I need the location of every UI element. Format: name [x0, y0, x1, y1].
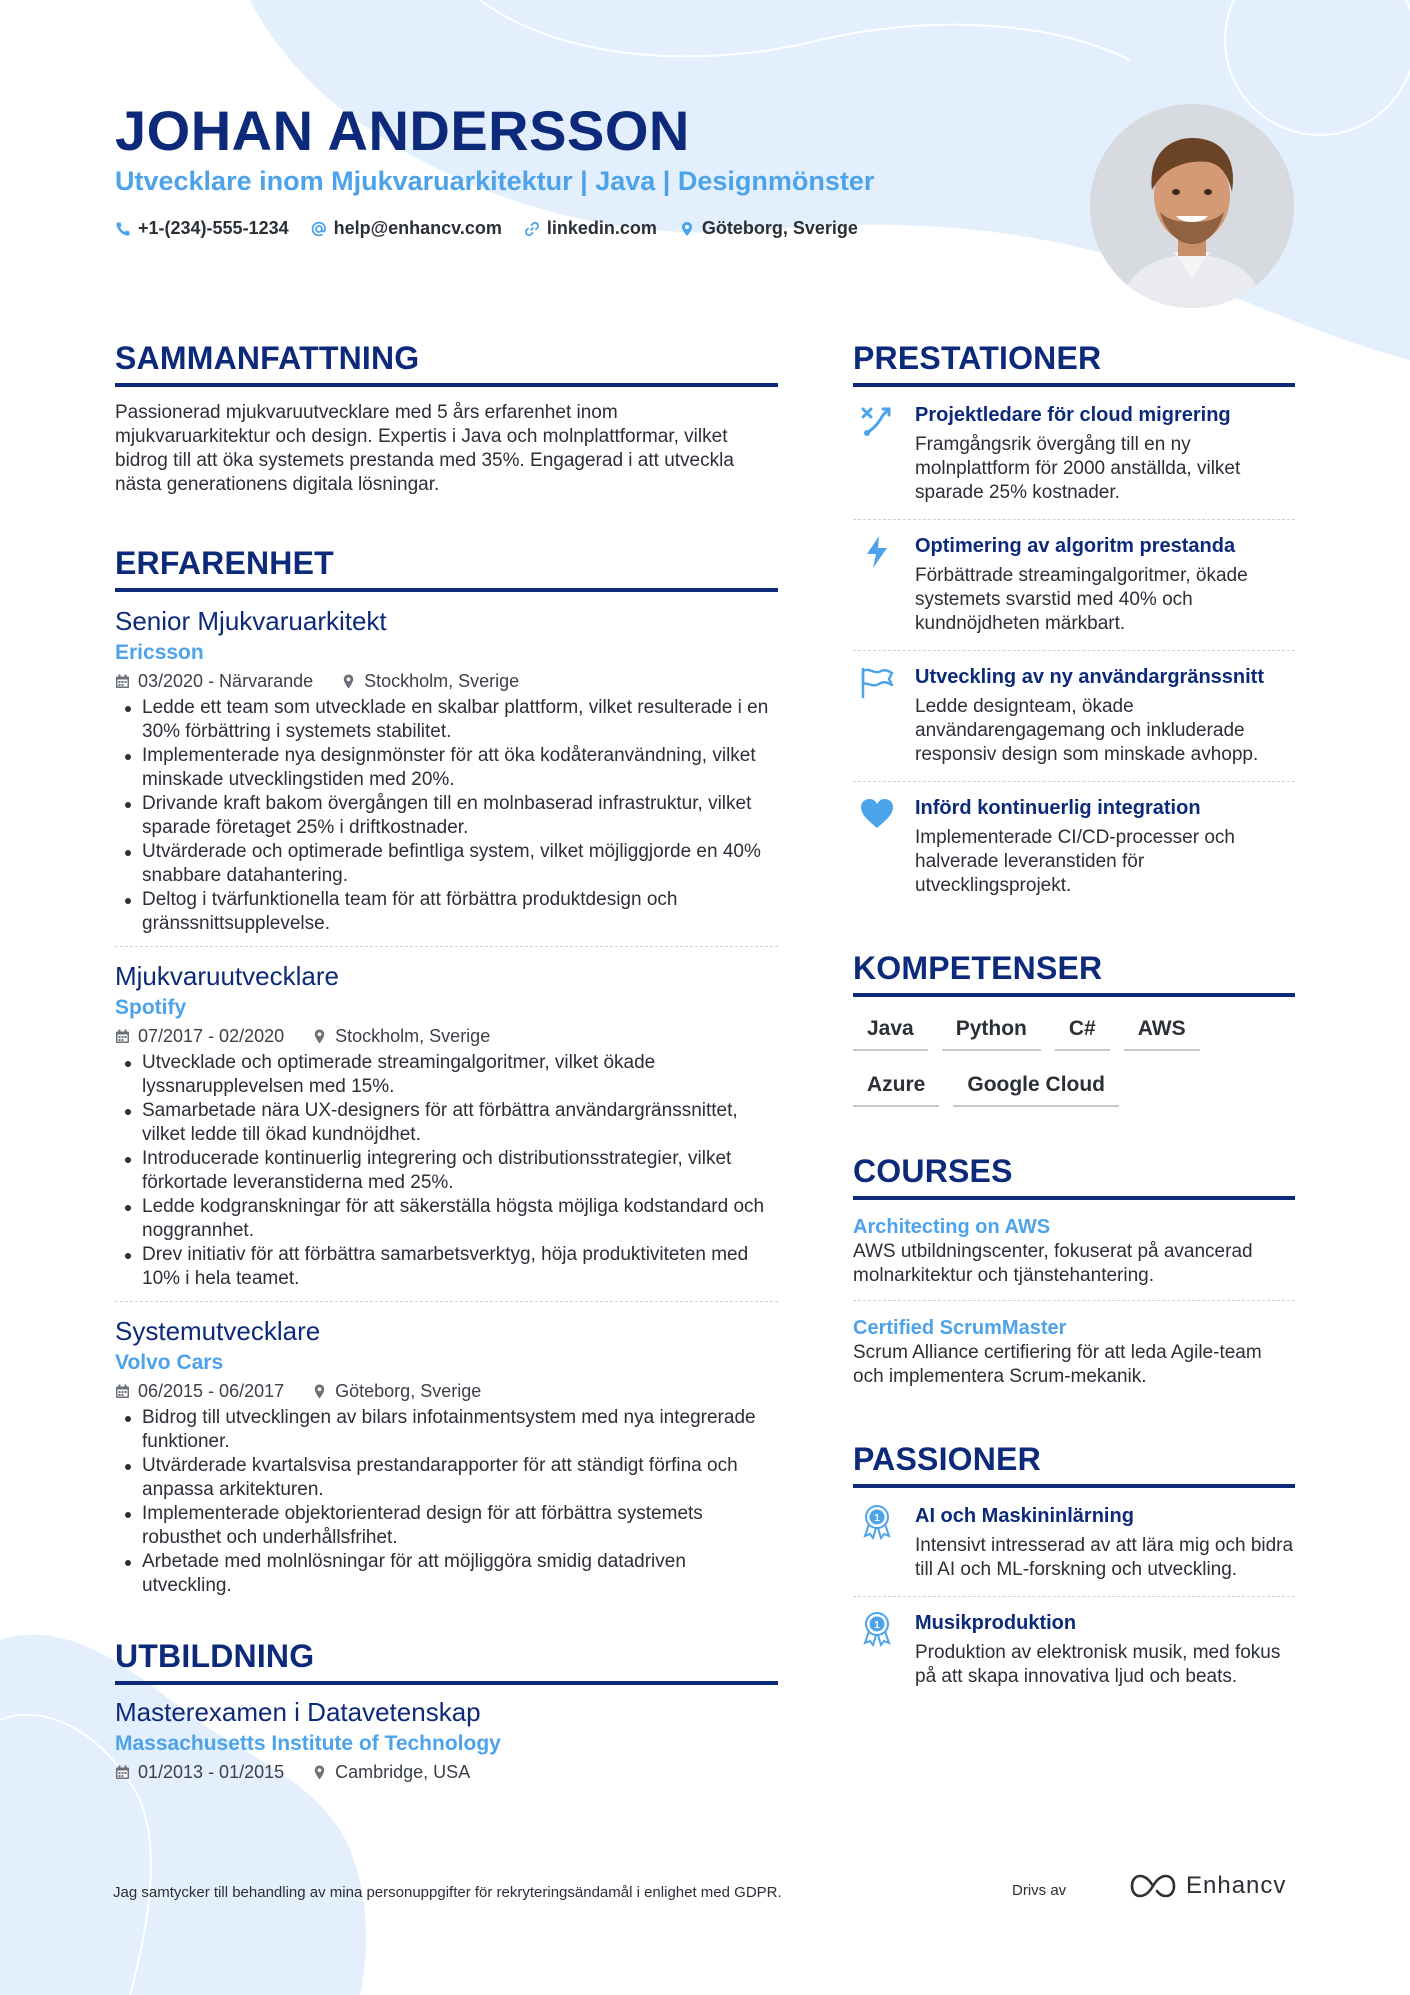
education-dates: 01/2013 - 01/2015: [138, 1762, 285, 1782]
location-pin-icon: [312, 1029, 327, 1044]
award-icon: [859, 1611, 895, 1647]
education-section: [115, 1638, 778, 1785]
brand-name: Enhancv: [1186, 1872, 1287, 1899]
achievement-item: [853, 781, 1295, 912]
courses-title: COURSES: [853, 1153, 1295, 1200]
passion-item: [853, 1490, 1295, 1596]
rocket-icon: [859, 403, 895, 439]
location-pin-icon: [341, 674, 356, 689]
contact-linkedin[interactable]: [524, 218, 657, 239]
courses-section: [853, 1153, 1295, 1401]
skill-tag: Python: [942, 1011, 1041, 1051]
company-name: Volvo Cars: [115, 1351, 224, 1374]
job-bullet: Ledde ett team som utvecklade en skalbar plattform, vilket resulterade i en 30% förbättring i systemets stabilitet.: [115, 696, 778, 744]
job-dates: 03/2020 - Närvarande: [138, 671, 314, 691]
job-location: Stockholm, Sverige: [364, 671, 520, 691]
passion-title: AI och Maskininlärning: [915, 1505, 1134, 1527]
left-column: [115, 340, 778, 1785]
profile-photo: [1090, 104, 1294, 308]
job-meta: [115, 668, 778, 694]
location-pin-icon: [312, 1384, 327, 1399]
phone-icon: [115, 221, 131, 237]
experience-entry: [115, 946, 778, 1301]
flag-icon: [859, 665, 895, 701]
achievement-description: Framgångsrik övergång till en ny molnplattform för 2000 anställda, vilket sparade 25% kostnader.: [915, 434, 1241, 503]
brand-logo[interactable]: [1130, 1872, 1286, 1900]
job-bullets: [115, 1051, 778, 1291]
job-bullet: Deltog i tvärfunktionella team för att förbättra produktdesign och gränssnittsupplevelse.: [115, 888, 778, 936]
heart-icon: [859, 796, 895, 832]
achievement-title: Projektledare för cloud migrering: [915, 404, 1231, 426]
contact-phone[interactable]: [115, 218, 289, 239]
job-title: Systemutvecklare: [115, 1316, 321, 1346]
calendar-icon: [115, 1384, 130, 1399]
contact-location: [679, 218, 858, 239]
contact-bar: [115, 218, 858, 239]
calendar-icon: [115, 674, 130, 689]
school-name: Massachusetts Institute of Technology: [115, 1732, 501, 1755]
link-icon: [524, 221, 540, 237]
job-meta: [115, 1378, 778, 1404]
linkedin-text: linkedin.com: [546, 218, 657, 238]
at-icon: [311, 221, 327, 237]
skill-tag: Google Cloud: [953, 1067, 1119, 1107]
passion-description: Intensivt intresserad av att lära mig och bidra till AI och ML-forskning och utveckling.: [915, 1535, 1294, 1580]
course-description: Scrum Alliance certifiering för att leda Agile-team och implementera Scrum-mekanik.: [853, 1342, 1262, 1387]
job-meta: [115, 1023, 778, 1049]
phone-text: +1-(234)-555-1234: [138, 218, 289, 238]
skills-section: [853, 950, 1295, 1107]
company-name: Spotify: [115, 996, 187, 1019]
job-dates: 07/2017 - 02/2020: [138, 1026, 285, 1046]
right-column: [853, 340, 1295, 1703]
svg-text:1: 1: [874, 1513, 880, 1524]
job-bullet: Bidrog till utvecklingen av bilars infotainmentsystem med nya integrerade funktioner.: [115, 1406, 778, 1454]
passions-title: PASSIONER: [853, 1441, 1295, 1488]
calendar-icon: [115, 1765, 130, 1780]
achievement-item: [853, 389, 1295, 519]
passion-title: Musikproduktion: [915, 1612, 1077, 1634]
lightning-icon: [859, 534, 895, 570]
calendar-icon: [115, 1029, 130, 1044]
education-location: Cambridge, USA: [335, 1762, 471, 1782]
powered-by-label: Drivs av: [1012, 1882, 1067, 1899]
job-title: Senior Mjukvaruarkitekt: [115, 606, 387, 636]
location-pin-icon: [312, 1765, 327, 1780]
candidate-name: JOHAN ANDERSSON: [115, 99, 690, 162]
experience-title: ERFARENHET: [115, 545, 778, 592]
course-title: Certified ScrumMaster: [853, 1317, 1067, 1339]
achievement-title: Införd kontinuerlig integration: [915, 797, 1201, 819]
job-bullet: Utvärderade och optimerade befintliga system, vilket möjliggjorde en 40% snabbare datahantering.: [115, 840, 778, 888]
job-title: Mjukvaruutvecklare: [115, 961, 339, 991]
job-location: Stockholm, Sverige: [335, 1026, 491, 1046]
experience-entry: [115, 1301, 778, 1608]
experience-entry: [115, 604, 778, 946]
achievements-title: PRESTATIONER: [853, 340, 1295, 387]
location-pin-icon: [679, 221, 695, 237]
summary-section: [115, 340, 778, 497]
award-icon: [859, 1504, 895, 1540]
job-bullet: Utvärderade kvartalsvisa prestandarapporter för att ständigt förfina och anpassa arkitekturen.: [115, 1454, 778, 1502]
summary-text: Passionerad mjukvaruutvecklare med 5 års erfarenhet inom mjukvaruarkitektur och design. Expertis i Java och molnplattformar, vilket bidrog till att öka systemets prestanda med 35%. Engagerad i att utveckla nästa generationens digitala lösningar.: [115, 402, 734, 495]
passions-section: [853, 1441, 1295, 1703]
job-location: Göteborg, Sverige: [335, 1381, 482, 1401]
location-text: Göteborg, Sverige: [701, 218, 858, 238]
job-bullet: Drev initiativ för att förbättra samarbetsverktyg, höja produktiviteten med 10% i hela teamet.: [115, 1243, 778, 1291]
gdpr-consent: Jag samtycker till behandling av mina personuppgifter för rekryteringsändamål i enlighet med GDPR.: [113, 1884, 782, 1901]
job-bullet: Samarbetade nära UX-designers för att förbättra användargränssnittet, vilket ledde till ökad kundnöjdhet.: [115, 1099, 778, 1147]
achievement-description: Implementerade CI/CD-processer och halverade leveranstiden för utvecklingsprojekt.: [915, 827, 1235, 896]
achievement-item: [853, 519, 1295, 650]
skill-tag: Java: [853, 1011, 928, 1051]
svg-text:1: 1: [874, 1620, 880, 1631]
skill-tag: AWS: [1124, 1011, 1200, 1051]
passion-description: Produktion av elektronisk musik, med fokus på att skapa innovativa ljud och beats.: [915, 1642, 1281, 1687]
education-meta: [115, 1759, 778, 1785]
job-bullets: [115, 1406, 778, 1598]
passion-item: [853, 1596, 1295, 1703]
course-item: [853, 1206, 1295, 1300]
skill-tag: Azure: [853, 1067, 939, 1107]
achievement-item: [853, 650, 1295, 781]
job-bullet: Drivande kraft bakom övergången till en molnbaserad infrastruktur, vilket sparade företaget 25% i driftkostnader.: [115, 792, 778, 840]
job-bullet: Ledde kodgranskningar för att säkerställa högsta möjliga kodstandard och noggrannhet.: [115, 1195, 778, 1243]
course-item: [853, 1300, 1295, 1401]
education-title: UTBILDNING: [115, 1638, 778, 1685]
job-bullet: Utvecklade och optimerade streamingalgoritmer, vilket ökade lyssnarupplevelsen med 15%.: [115, 1051, 778, 1099]
achievement-title: Utveckling av ny användargränssnitt: [915, 666, 1265, 688]
achievement-description: Förbättrade streamingalgoritmer, ökade systemets svarstid med 40% och kundnöjdheten märkbart.: [915, 565, 1248, 634]
course-title: Architecting on AWS: [853, 1216, 1051, 1238]
achievement-description: Ledde designteam, ökade användarengagemang och inkluderade responsiv design som minskade avhopp.: [915, 696, 1259, 765]
job-bullets: [115, 696, 778, 936]
email-text: help@enhancv.com: [333, 218, 502, 238]
experience-section: [115, 545, 778, 1608]
skill-tag: C#: [1055, 1011, 1110, 1051]
enhancv-logo-icon: [1130, 1873, 1176, 1899]
contact-email[interactable]: [311, 218, 502, 239]
job-dates: 06/2015 - 06/2017: [138, 1381, 285, 1401]
course-description: AWS utbildningscenter, fokuserat på avancerad molnarkitektur och tjänstehantering.: [853, 1241, 1253, 1286]
summary-title: SAMMANFATTNING: [115, 340, 778, 387]
company-name: Ericsson: [115, 641, 204, 664]
skills-list: [853, 1011, 1295, 1107]
skills-title: KOMPETENSER: [853, 950, 1295, 997]
job-bullet: Implementerade nya designmönster för att öka kodåteranvändning, vilket minskade utvecklingstiden med 20%.: [115, 744, 778, 792]
degree: Masterexamen i Datavetenskap: [115, 1697, 481, 1727]
job-bullet: Arbetade med molnlösningar för att möjliggöra smidig datadriven utveckling.: [115, 1550, 778, 1598]
headline: Utvecklare inom Mjukvaruarkitektur | Java | Designmönster: [115, 166, 875, 196]
job-bullet: Introducerade kontinuerlig integrering och distributionsstrategier, vilket förkortade leveranstiderna med 25%.: [115, 1147, 778, 1195]
job-bullet: Implementerade objektorienterad design för att förbättra systemets robusthet och underhållsfrihet.: [115, 1502, 778, 1550]
achievement-title: Optimering av algoritm prestanda: [915, 535, 1236, 557]
achievements-section: [853, 340, 1295, 912]
